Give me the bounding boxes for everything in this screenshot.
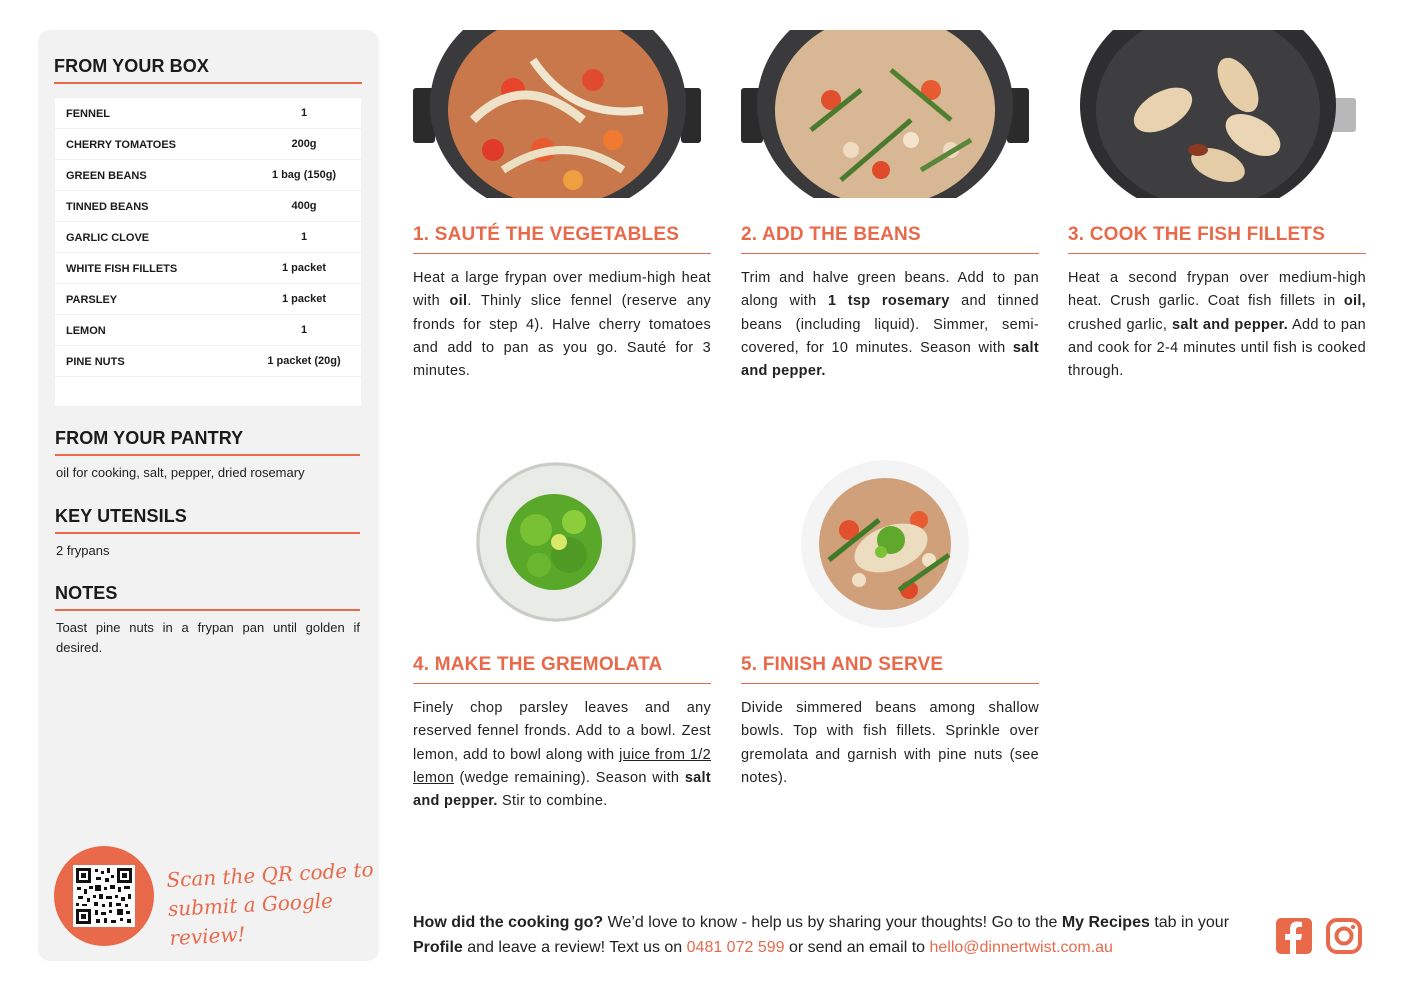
sidebar-panel — [38, 30, 379, 961]
ingredient-qty: 1 packet (20g) — [267, 355, 341, 367]
step-5-body: Divide simmered beans among shallow bowls. Top with fish fillets. Sprinkle over gremolata and garnish with pine nuts (see notes). — [741, 700, 1039, 786]
step-4-title: 4. MAKE THE GREMOLATA — [413, 654, 663, 675]
utensils-section-divider — [55, 532, 360, 534]
notes-section-divider — [55, 609, 360, 611]
step-3-photo — [1068, 30, 1356, 198]
ingredient-name: CHERRY TOMATOES — [66, 139, 177, 151]
qr-review-caption — [166, 855, 381, 953]
step-2-title: 2. ADD THE BEANS — [741, 224, 921, 245]
step-4-photo — [474, 460, 638, 624]
facebook-icon[interactable] — [1276, 918, 1312, 954]
ingredient-name: PARSLEY — [66, 294, 118, 306]
profile-label: Profile — [413, 939, 463, 956]
ingredient-qty: 400g — [291, 200, 317, 212]
ingredient-qty: 1 packet — [281, 262, 327, 274]
notes-section-title: NOTES — [55, 583, 118, 603]
step-3-body: Heat a second frypan over medium-high heat. Crush garlic. Coat fish fillets in oil, crushed garlic, salt and pepper. Add to pan and cook for 2-4 minutes until fish is cooked through. — [1068, 270, 1367, 380]
ingredient-row — [55, 222, 361, 253]
footer-question: How did the cooking go? — [413, 914, 604, 931]
email-link[interactable]: hello@dinnertwist.com.au — [929, 939, 1113, 956]
feedback-footer: How did the cooking go? We’d love to know - help us by sharing your thoughts! Go to the My Recipes tab in your Profile and leave a review! Text us on 0481 072 599 or send an email to hello@dinnertwist.com.au — [413, 914, 1230, 956]
qr-code-icon[interactable] — [73, 865, 135, 927]
ingredient-qty: 1 packet — [281, 293, 327, 305]
notes-text: Toast pine nuts in a frypan pan until golden if desired. — [56, 620, 360, 655]
step-1-photo — [413, 30, 701, 198]
step-2-divider — [741, 253, 1039, 254]
step-1-divider — [413, 253, 711, 254]
step-1-body: Heat a large frypan over medium-high heat with oil. Thinly slice fennel (reserve any fronds for step 4). Halve cherry tomatoes and add to pan as you go. Sauté for 3 minutes. — [413, 270, 711, 380]
step-3-title: 3. COOK THE FISH FILLETS — [1068, 224, 1326, 245]
utensils-text: 2 frypans — [56, 543, 110, 558]
phone-link[interactable]: 0481 072 599 — [686, 939, 785, 956]
step-1-title: 1. SAUTÉ THE VEGETABLES — [413, 224, 680, 245]
ingredient-name: GREEN BEANS — [66, 170, 147, 182]
step-4-divider — [413, 683, 711, 684]
ingredients-table — [55, 98, 361, 406]
qr-caption-line1: Scan the QR code to — [165, 857, 375, 893]
ingredient-name: GARLIC CLOVE — [66, 232, 150, 244]
step-2-photo — [741, 30, 1029, 198]
ingredient-row — [55, 315, 361, 346]
ingredient-row — [55, 191, 361, 222]
ingredient-qty: 200g — [291, 138, 317, 150]
pantry-section-divider — [55, 454, 360, 456]
ingredient-row — [55, 160, 361, 191]
qr-caption-line2: submit a Google review! — [167, 888, 334, 950]
step-5-title: 5. FINISH AND SERVE — [741, 654, 944, 675]
ingredient-row — [55, 346, 361, 377]
utensils-section-title: KEY UTENSILS — [55, 506, 187, 526]
pantry-text: oil for cooking, salt, pepper, dried rosemary — [56, 465, 305, 480]
ingredient-name: WHITE FISH FILLETS — [66, 263, 178, 275]
ingredient-name: LEMON — [66, 325, 106, 337]
box-section-title: FROM YOUR BOX — [54, 56, 209, 76]
pantry-section-title: FROM YOUR PANTRY — [55, 428, 244, 448]
step-5-photo — [799, 460, 971, 628]
ingredient-name: FENNEL — [66, 108, 110, 120]
step-2-body: Trim and halve green beans. Add to pan along with 1 tsp rosemary and tinned beans (including liquid). Simmer, semi-covered, for 10 minutes. Season with salt and pepper. — [741, 270, 1039, 380]
ingredient-name: PINE NUTS — [66, 356, 125, 368]
ingredient-row — [55, 98, 361, 129]
ingredient-qty: 1 bag (150g) — [271, 169, 337, 181]
step-3-divider — [1068, 253, 1366, 254]
ingredient-row — [55, 253, 361, 284]
qr-badge[interactable] — [54, 846, 154, 946]
ingredient-row — [55, 129, 361, 160]
ingredient-qty: 1 — [300, 324, 308, 336]
my-recipes-label: My Recipes — [1061, 914, 1150, 931]
ingredient-qty: 1 — [300, 107, 308, 119]
ingredient-name: TINNED BEANS — [66, 201, 149, 213]
box-section-divider — [54, 82, 362, 84]
step-4-body: Finely chop parsley leaves and any reserved fennel fronds. Add to a bowl. Zest lemon, add to bowl along with juice from 1/2 lemon (wedge remaining). Season with salt and pepper. Stir to combine. — [413, 700, 711, 810]
step-5-divider — [741, 683, 1039, 684]
ingredient-row — [55, 284, 361, 315]
instagram-icon[interactable] — [1326, 918, 1362, 954]
ingredient-qty: 1 — [300, 231, 308, 243]
